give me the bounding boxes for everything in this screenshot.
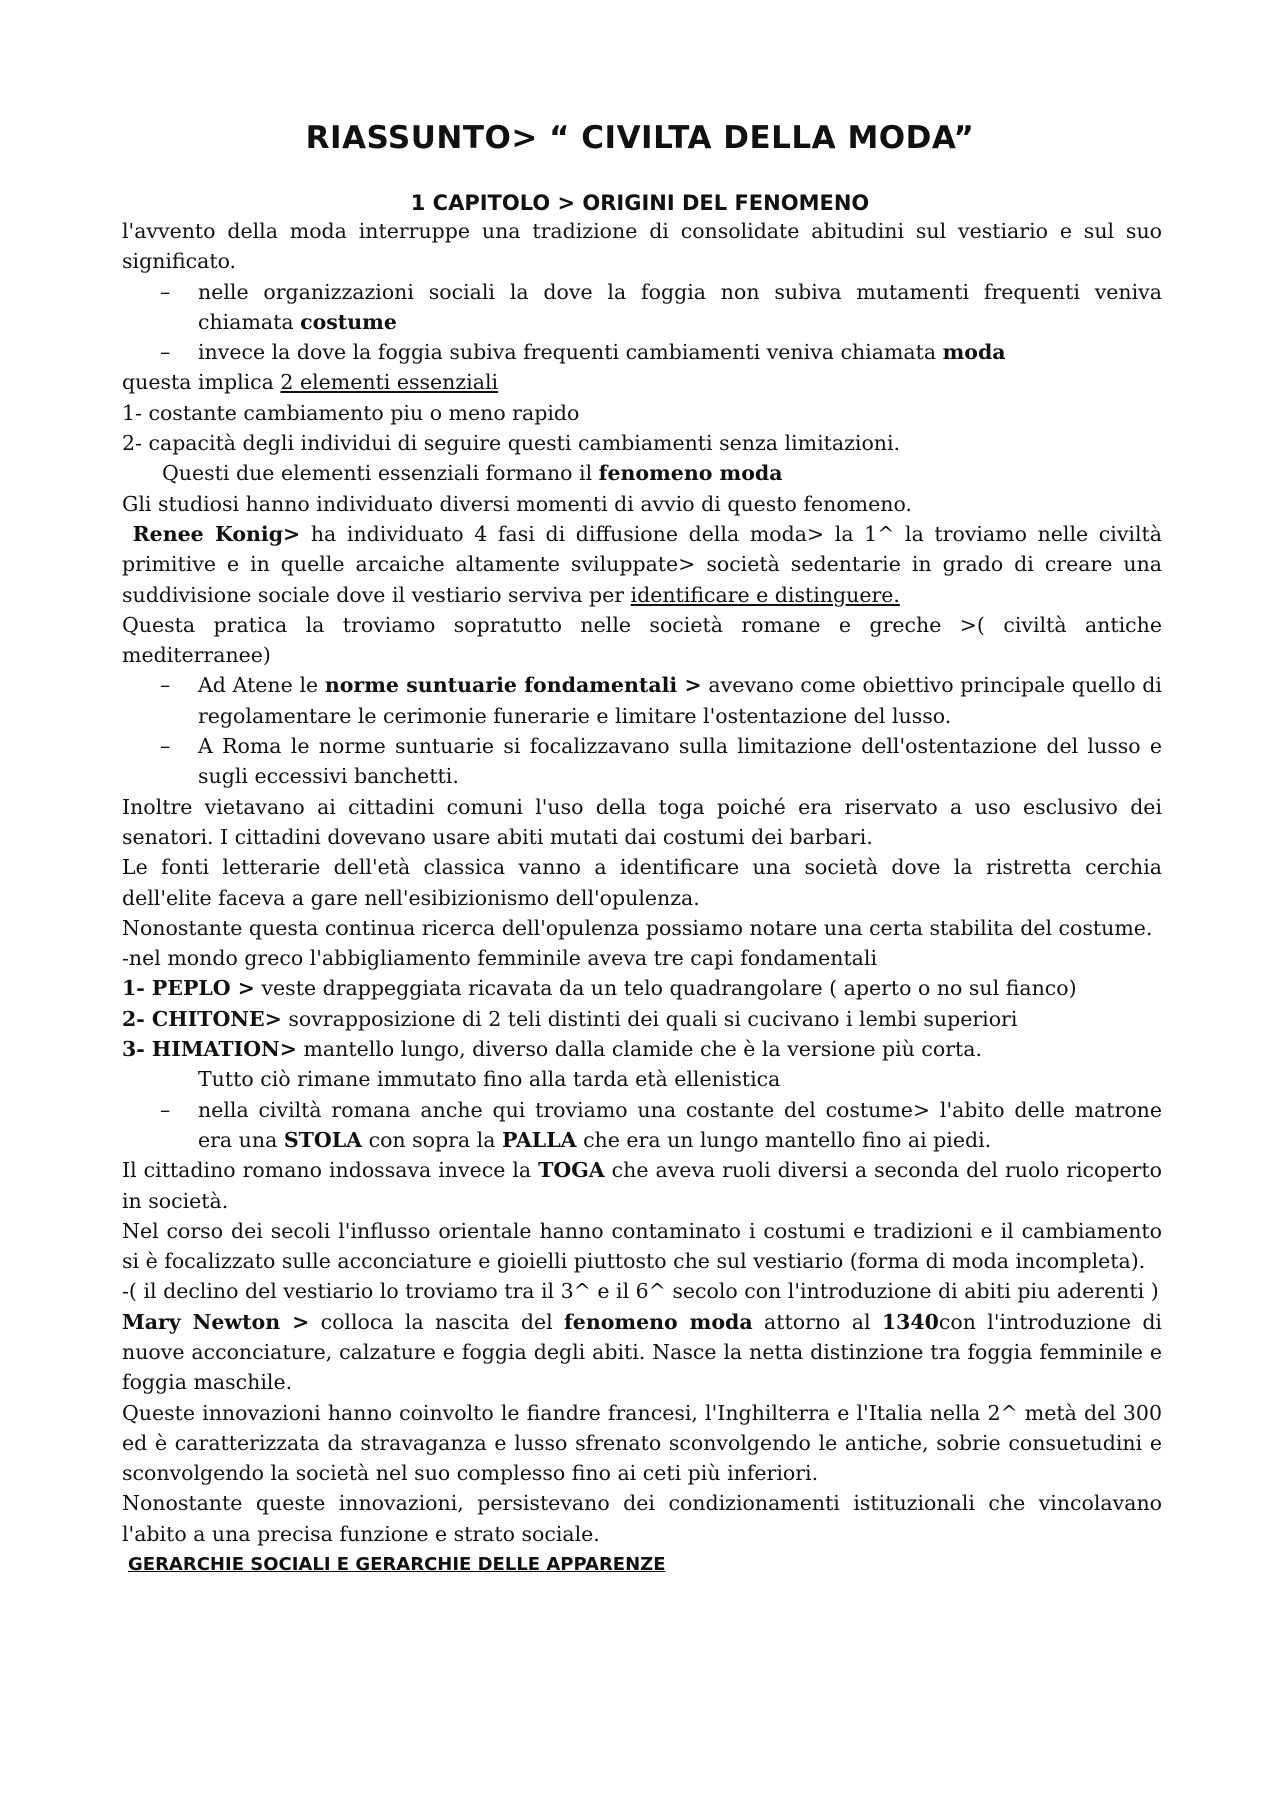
paragraph: Questa pratica la troviamo sopratutto nelle società romane e greche >( civiltà antiche mediterranee) (122, 612, 1162, 668)
paragraph: Mary Newton > colloca la nascita del fenomeno moda attorno al 1340con l'introduzione di nuove acconciature, calzature e foggia degli abiti. Nasce la netta distinzione tra foggia femminile e foggia maschile. (122, 1309, 1162, 1395)
paragraph: Nonostante questa continua ricerca dell'opulenza possiamo notare una certa stabilita del costume. (122, 915, 1153, 940)
dash-bullet: – (160, 279, 171, 304)
paragraph: Questi due elementi essenziali formano il fenomeno moda (162, 461, 783, 486)
list-item: – Ad Atene le norme suntuarie fondamentali > avevano come obiettivo principale quello di regolamentare le cerimonie funerarie e limitare l'ostentazione del lusso. (122, 670, 1162, 731)
list-item: 1- PEPLO > veste drappeggiata ricavata da un telo quadrangolare ( aperto o no sul fianco) (122, 976, 1077, 1001)
paragraph: 2- capacità degli individui di seguire questi cambiamenti senza limitazioni. (122, 431, 901, 456)
list-item: – A Roma le norme suntuarie si focalizzavano sulla limitazione dell'ostentazione del lusso e sugli eccessivi banchetti. (122, 731, 1162, 792)
section-heading: GERARCHIE SOCIALI E GERARCHIE DELLE APPARENZE (128, 1554, 666, 1576)
paragraph: Il cittadino romano indossava invece la TOGA che aveva ruoli diversi a seconda del ruolo ricoperto in società. (122, 1158, 1163, 1213)
list-item: 3- HIMATION> mantello lungo, diverso dalla clamide che è la versione più corta. (122, 1037, 982, 1062)
paragraph: l'avvento della moda interruppe una tradizione di consolidate abitudini sul vestiario e sul suo significato. (122, 219, 1162, 274)
list-item: 2- CHITONE> sovrapposizione di 2 teli distinti dei quali si cucivano i lembi superiori (122, 1006, 1018, 1031)
paragraph: 1- costante cambiamento piu o meno rapido (122, 400, 580, 425)
paragraph: Renee Konig> ha individuato 4 fasi di diffusione della moda> la 1^ la troviamo nelle civiltà primitive e in quelle arcaiche altamente sviluppate> società sedentarie in grado di creare una suddivisione sociale dove il vestiario serviva per identificare e distinguere. (122, 521, 1162, 607)
paragraph: questa implica 2 elementi essenziali (122, 370, 499, 395)
paragraph: Queste innovazioni hanno coinvolto le fiandre francesi, l'Inghilterra e l'Italia nella 2^ metà del 300 ed è caratterizzata da stravaganza e lusso sfrenato sconvolgendo le antiche, sobrie consuetudini e sconvolgendo la società nel suo complesso fino ai ceti più inferiori. (122, 1400, 1162, 1486)
paragraph: -nel mondo greco l'abbigliamento femminile aveva tre capi fondamentali (122, 946, 878, 971)
dash-bullet: – (160, 734, 171, 759)
paragraph: Le fonti letterarie dell'età classica vanno a identificare una società dove la ristretta cerchia dell'elite faceva a gare nell'esibizionismo dell'opulenza. (122, 855, 1162, 910)
document-body (122, 216, 1162, 1581)
paragraph: -( il declino del vestiario lo troviamo tra il 3^ e il 6^ secolo con l'introduzione di abiti piu aderenti ) (122, 1279, 1159, 1304)
dash-bullet: – (160, 1097, 171, 1122)
chapter-title: 1 CAPITOLO > ORIGINI DEL FENOMENO (410, 191, 870, 215)
list-item: – invece la dove la foggia subiva frequenti cambiamenti veniva chiamata moda (122, 337, 1162, 367)
paragraph: Nel corso dei secoli l'influsso orientale hanno contaminato i costumi e tradizioni e il cambiamento si è focalizzato sulle acconciature e gioielli piuttosto che sul vestiario (forma di moda incompleta). (122, 1218, 1162, 1274)
list-item: – nella civiltà romana anche qui troviamo una costante del costume> l'abito delle matrone era una STOLA con sopra la PALLA che era un lungo mantello fino ai piedi. (122, 1095, 1162, 1156)
paragraph: Nonostante queste innovazioni, persistevano dei condizionamenti istituzionali che vincolavano l'abito a una precisa funzione e strato sociale. (122, 1491, 1162, 1546)
page-title: RIASSUNTO> “ CIVILTA DELLA MODA” (305, 120, 975, 156)
list-item: – nelle organizzazioni sociali la dove la foggia non subiva mutamenti frequenti veniva chiamata costume (122, 277, 1162, 338)
dash-bullet: – (160, 340, 171, 365)
paragraph: Tutto ciò rimane immutato fino alla tarda età ellenistica (198, 1067, 781, 1092)
paragraph: Gli studiosi hanno individuato diversi momenti di avvio di questo fenomeno. (122, 491, 912, 516)
dash-bullet: – (160, 673, 171, 698)
paragraph: Inoltre vietavano ai cittadini comuni l'uso della toga poiché era riservato a uso esclusivo dei senatori. I cittadini dovevano usare abiti mutati dai costumi dei barbari. (122, 794, 1162, 849)
